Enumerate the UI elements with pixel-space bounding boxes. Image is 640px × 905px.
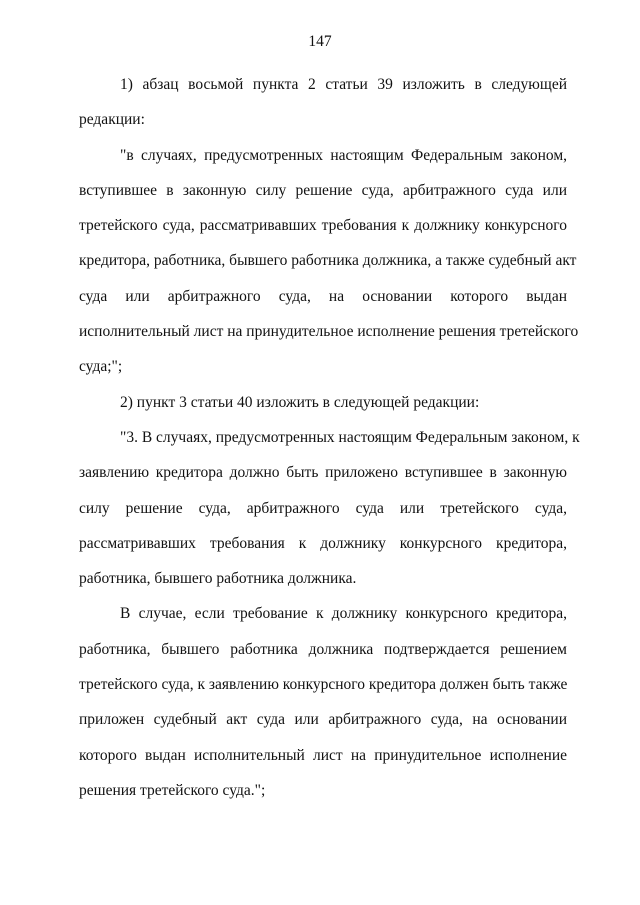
text-line: работника, бывшего работника должника. [79, 570, 357, 588]
paragraph-item-2 [79, 385, 567, 420]
text-line: 1) абзац восьмой пункта 2 статьи 39 изложить в следующей [120, 76, 567, 93]
text-line: "в случаях, предусмотренных настоящим Федеральным законом, [120, 146, 567, 164]
text-line: третейского суда, рассматривавших требования к должнику конкурсного [79, 217, 567, 235]
document-body [79, 67, 580, 808]
text-line: которого выдан исполнительный лист на принудительное исполнение [79, 746, 567, 764]
paragraph-item-2-quote-1 [79, 420, 580, 596]
text-line: суда или арбитражного суда, на основании которого выдан [79, 287, 567, 305]
text-line: вступившее в законную силу решение суда, арбитражного суда или [79, 181, 567, 199]
text-line: рассматривавших требования к должнику конкурсного кредитора, [79, 534, 567, 552]
text-line: кредитора, работника, бывшего работника должника, а также судебный акт [79, 252, 577, 270]
text-line: третейского суда, к заявлению конкурсного кредитора должен быть также [79, 676, 568, 694]
text-line: заявлению кредитора должно быть приложено вступившее в законную [79, 464, 567, 482]
page-number: 147 [308, 33, 332, 50]
text-line: 2) пункт 3 статьи 40 изложить в следующей редакции: [120, 393, 480, 411]
text-line: В случае, если требование к должнику конкурсного кредитора, [120, 605, 567, 623]
text-line: работника, бывшего работника должника подтверждается решением [79, 640, 567, 658]
text-line: решения третейского суда."; [79, 781, 266, 799]
text-line: редакции: [79, 111, 145, 129]
text-line: силу решение суда, арбитражного суда или третейского суда, [79, 499, 567, 517]
text-line: исполнительный лист на принудительное исполнение решения третейского [79, 323, 579, 341]
text-line: "3. В случаях, предусмотренных настоящим Федеральным законом, к [120, 428, 580, 446]
text-line: суда;"; [79, 358, 123, 376]
text-line: приложен судебный акт суда или арбитражного суда, на основании [79, 711, 567, 729]
paragraph-item-1-quote [79, 138, 579, 385]
paragraph-item-1 [79, 67, 567, 138]
paragraph-item-2-quote-2 [79, 596, 567, 808]
